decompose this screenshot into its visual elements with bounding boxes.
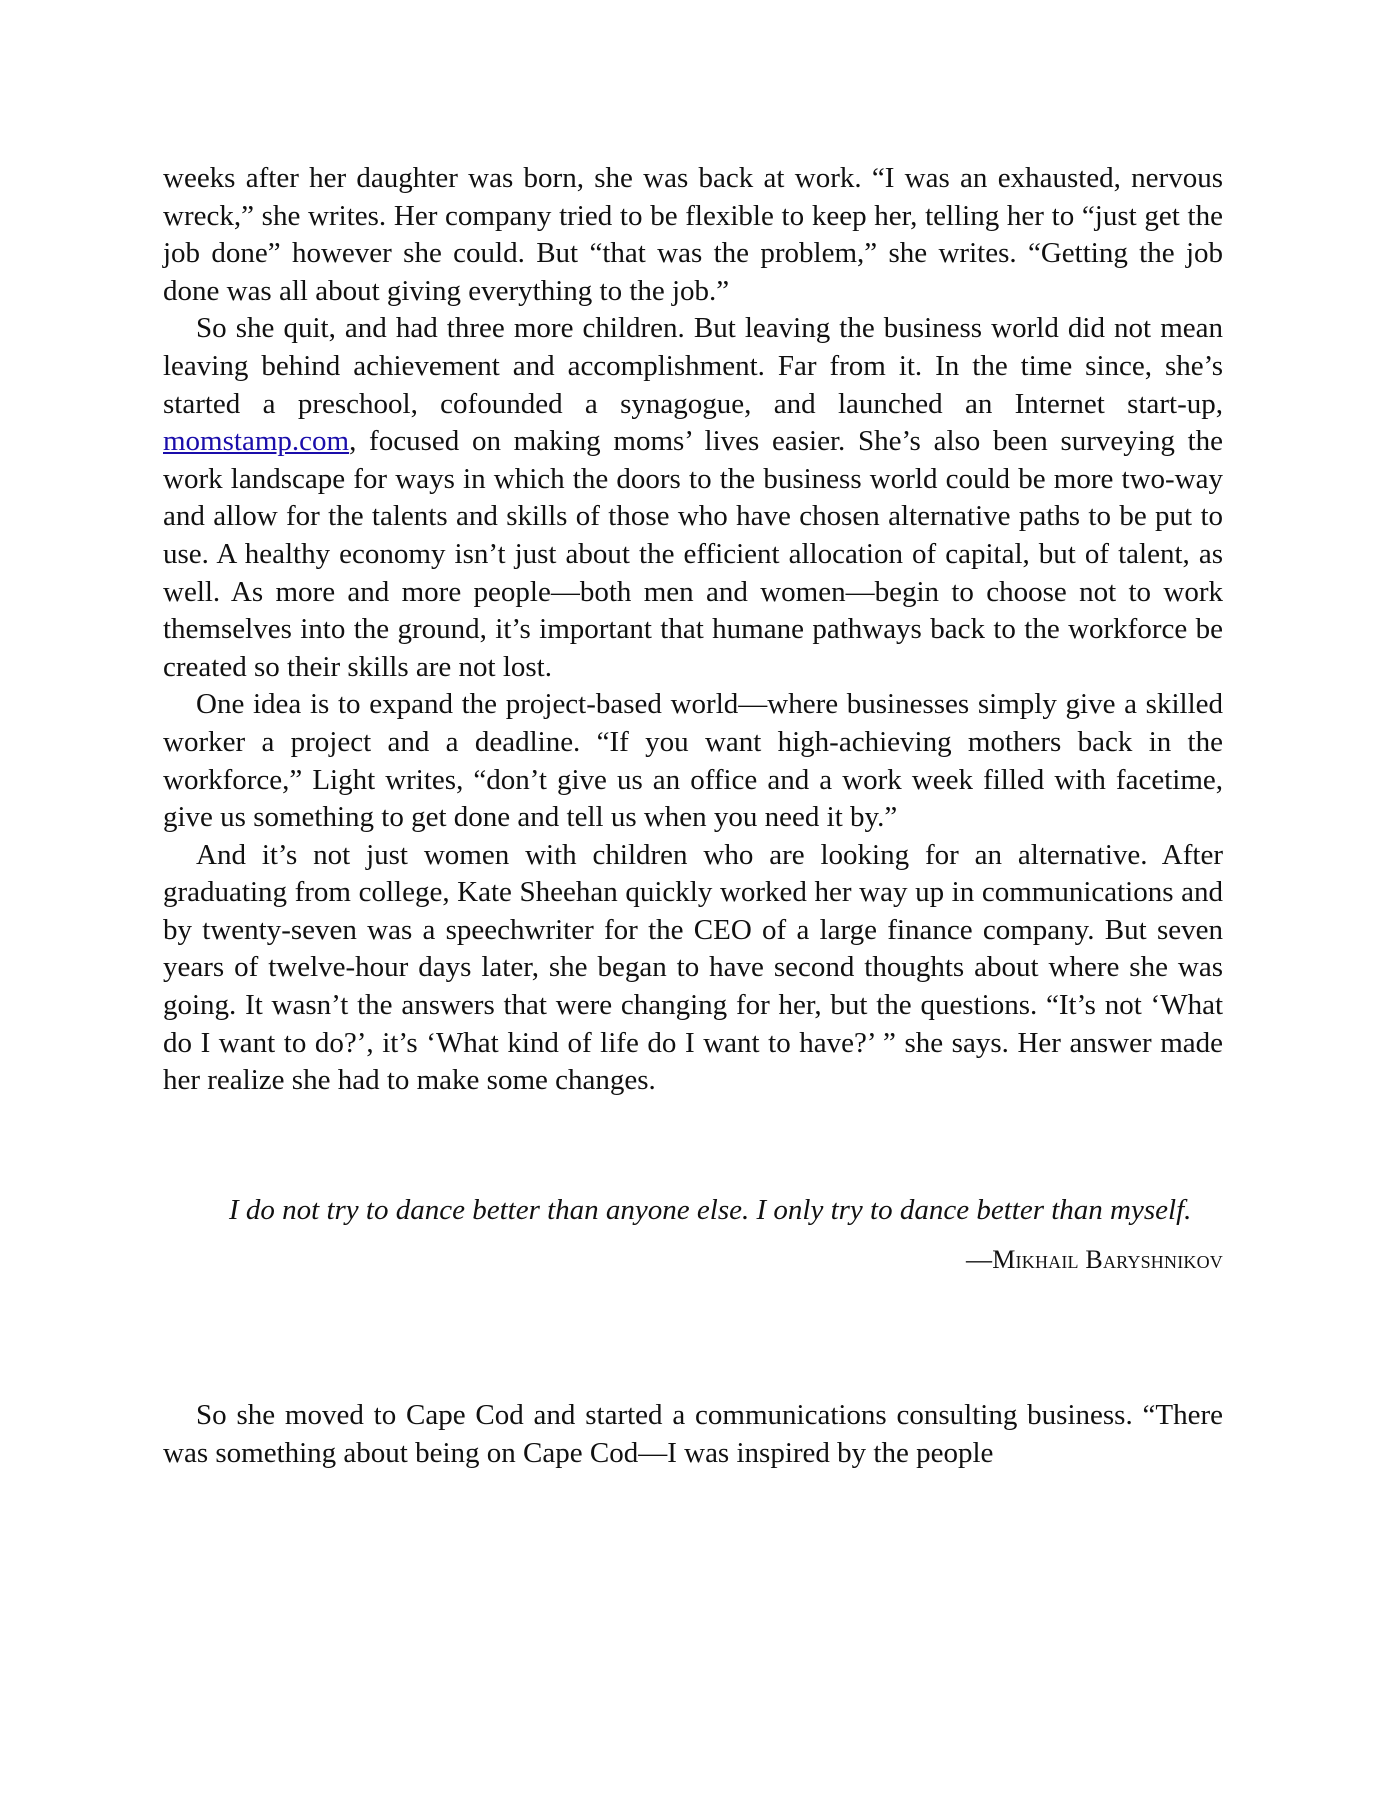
momstamp-link[interactable]: momstamp.com — [163, 425, 350, 458]
page-content — [163, 160, 1223, 1473]
paragraph-2 — [163, 310, 1223, 686]
attribution-dash: — — [966, 1245, 993, 1275]
paragraph-5: So she moved to Cape Cod and started a communications consulting business. “There was something about being on Cape Cod—I was inspired by the people — [163, 1399, 1223, 1470]
paragraph-2-text-after: , focused on making moms’ lives easier. She’s also been surveying the work landscape for ways in which the doors to the business world could be more two-way and allow for the talents and skills of those who have chosen alternative paths to be put to use. A healthy economy isn’t just about the efficient allocation of capital, but of talent, as well. As more and more people—both men and women—begin to choose not to work themselves into the ground, it’s important that humane pathways back to the workforce be created so their skills are not lost. — [163, 425, 1223, 683]
epigraph-attribution — [229, 1245, 1223, 1275]
paragraph-4: And it’s not just women with children who are looking for an alternative. After graduating from college, Kate Sheehan quickly worked her way up in communications and by twenty-seven was a speechwriter for the CEO of a large finance company. But seven years of twelve-hour days later, she began to have second thoughts about where she was going. It wasn’t the answers that were changing for her, but the questions. “It’s not ‘What do I want to do?’, it’s ‘What kind of life do I want to have?’ ” she says. Her answer made her realize she had to make some changes. — [163, 838, 1223, 1097]
attribution-author: Mikhail Baryshnikov — [992, 1245, 1223, 1275]
paragraph-1: weeks after her daughter was born, she was back at work. “I was an exhausted, nervous wreck,” she writes. Her company tried to be flexible to keep her, telling her to “just get the job done” however she could. But “that was the problem,” she writes. “Getting the job done was all about giving everything to the job.” — [163, 162, 1223, 307]
paragraph-3: One idea is to expand the project-based world—where businesses simply give a skilled worker a project and a deadline. “If you want high-achieving mothers back in the workforce,” Light writes, “don’t give us an office and a work week filled with facetime, give us something to get done and tell us when you need it by.” — [163, 688, 1223, 834]
epigraph-quote: I do not try to dance better than anyone else. I only try to dance better than myself. — [229, 1193, 1192, 1226]
epigraph — [229, 1192, 1223, 1276]
paragraph-2-text-before: So she quit, and had three more children. But leaving the business world did not mean leaving behind achievement and accomplishment. Far from it. In the time since, she’s started a preschool, cofounded a synagogue, and launched an Internet start-up, — [163, 312, 1223, 420]
